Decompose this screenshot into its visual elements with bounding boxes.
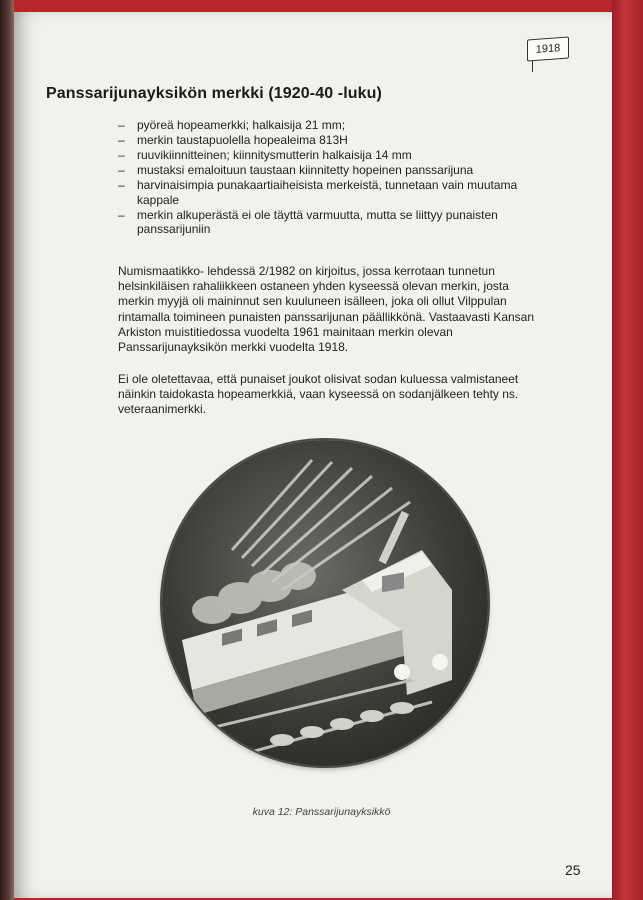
- badge-details-list: [118, 118, 558, 237]
- list-item: – merkin taustapuolella hopealeima 813H: [118, 133, 558, 148]
- armored-train-illustration: [162, 440, 488, 766]
- year-flag-icon: 1918: [527, 37, 569, 62]
- page-number: 25: [565, 862, 581, 878]
- list-item: – merkin alkuperästä ei ole täyttä varmuutta, mutta se liittyy punaisten panssarijuniin: [118, 208, 558, 237]
- list-item: – ruuvikiinnitteinen; kiinnitysmutterin halkaisija 14 mm: [118, 148, 558, 163]
- list-item: – pyöreä hopeamerkki; halkaisija 21 mm;: [118, 118, 558, 133]
- body-paragraph-1: Numismaatikko- lehdessä 2/1982 on kirjoitus, jossa kerrotaan tunnetun helsinkiläisen rahaliikkeen ostaneen yhden kyseessä olevan merkin, josta merkin myyjä oli maininnut sen kuuluneen isälleen, joka oli ollut Vilppulan rintamalla toimineen punaisten panssarijunan päällikkönä. Vastaavasti Kansan Arkiston muistitiedossa vuodelta 1961 mainitaan merkin olevan Panssarijunayksikön merkki vuodelta 1918.: [118, 264, 535, 355]
- list-item: – harvinaisimpia punakaartiaiheisista merkeistä, tunnetaan vain muutama kappale: [118, 178, 558, 207]
- book-cover-edge: [612, 0, 643, 900]
- figure-caption: kuva 12: Panssarijunayksikkö: [252, 806, 391, 818]
- book-gutter: [0, 0, 14, 900]
- armored-train-badge-image: [162, 440, 488, 766]
- list-item: – mustaksi emaloituun taustaan kiinnitetty hopeinen panssarijuna: [118, 163, 558, 178]
- body-paragraph-2: Ei ole oletettavaa, että punaiset joukot olisivat sodan kuluessa valmistaneet näinkin taidokasta hopeamerkkiä, vaan kyseessä on sodanjälkeen tehty ns. veteraanimerkki.: [118, 372, 519, 417]
- page-title: Panssarijunayksikön merkki (1920-40 -luku): [46, 85, 382, 102]
